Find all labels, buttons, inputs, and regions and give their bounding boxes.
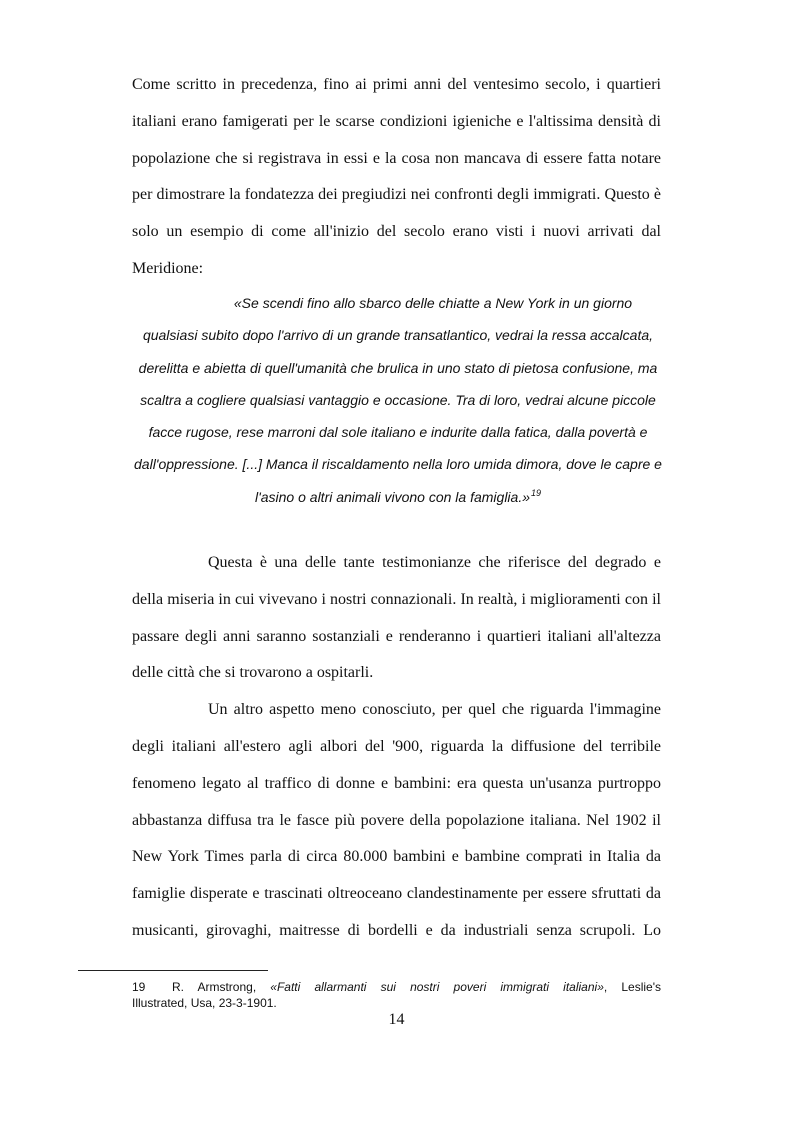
quote-line: dall'oppressione. [...] Manca il riscaldamento nella loro umida dimora, dove le capre e bbox=[134, 456, 662, 473]
paragraph-line: popolazione che si registrava in essi e la cosa non mancava di essere fatta notare bbox=[132, 149, 661, 167]
quote-line-text: l'asino o altri animali vivono con la famiglia.» bbox=[254, 488, 530, 505]
footnote-author: R. Armstrong, bbox=[172, 980, 257, 994]
paragraph-line: della miseria in cui vivevano i nostri connazionali. In realtà, i miglioramenti con il bbox=[132, 590, 661, 608]
paragraph-line: Meridione: bbox=[132, 259, 204, 277]
page-number: 14 bbox=[388, 1011, 405, 1028]
footnote-separator bbox=[78, 970, 268, 971]
body-section bbox=[132, 545, 661, 950]
footnote-citation bbox=[172, 979, 661, 995]
footnote-reference: 19 bbox=[531, 487, 542, 498]
paragraph-line: passare degli anni saranno sostanziali e renderanno i quartieri italiani all'altezza bbox=[132, 627, 661, 645]
paragraph-line: degli italiani all'estero agli albori del '900, riguarda la diffusione del terribile bbox=[132, 737, 661, 755]
quote-line bbox=[132, 481, 664, 513]
quote-line: derelitta e abietta di quell'umanità che brulica in uno stato di pietosa confusione, ma bbox=[138, 359, 658, 376]
paragraph bbox=[132, 67, 661, 288]
quote-line: scaltra a cogliere qualsiasi vantaggio e occasione. Tra di loro, vedrai alcune piccole bbox=[140, 391, 656, 408]
paragraph-line: fenomeno legato al traffico di donne e bambini: era questa un'usanza purtroppo bbox=[132, 774, 661, 792]
quote-line: facce rugose, rese marroni dal sole italiano e indurite dalla fatica, dalla povertà e bbox=[148, 424, 648, 441]
footnote-line bbox=[132, 979, 661, 995]
paragraph-line: Questa è una delle tante testimonianze che riferisce del degrado e bbox=[208, 554, 661, 571]
paragraph-line: Come scritto in precedenza, fino ai primi anni del ventesimo secolo, i quartieri bbox=[132, 76, 661, 93]
footnote bbox=[132, 979, 661, 1011]
footnote-number: 19 bbox=[132, 980, 146, 994]
footnote-publication: , Leslie's bbox=[603, 980, 661, 994]
paragraph-line: delle città che si trovarono a ospitarli. bbox=[132, 664, 374, 682]
paragraph-line: per dimostrare la fondatezza dei pregiudizi nei confronti degli immigrati. Questo è bbox=[132, 186, 661, 204]
paragraph-line: abbastanza diffusa tra le fasce più povere della popolazione italiana. Nel 1902 il bbox=[132, 811, 661, 829]
paragraph bbox=[132, 545, 661, 692]
quote-line: «Se scendi fino allo sbarco delle chiatte a New York in un giorno bbox=[233, 295, 633, 311]
paragraph-line: Un altro aspetto meno conosciuto, per quel che riguarda l'immagine bbox=[208, 701, 661, 719]
paragraph-line: musicanti, girovaghi, maitresse di bordelli e da industriali senza scrupoli. Lo bbox=[132, 921, 661, 939]
footnote-line: Illustrated, Usa, 23-3-1901. bbox=[132, 996, 277, 1010]
paragraph bbox=[132, 692, 661, 950]
paragraph-line: solo un esempio di come all'inizio del secolo erano visti i nuovi arrivati dal bbox=[132, 223, 661, 241]
block-quote bbox=[132, 287, 664, 513]
footnote-title: «Fatti allarmanti sui nostri poveri immigrati italiani» bbox=[270, 980, 604, 994]
paragraph-line: italiani erano famigerati per le scarse condizioni igieniche e l'altissima densità di bbox=[132, 112, 661, 130]
paragraph-line: New York Times parla di circa 80.000 bambini e bambine comprati in Italia da bbox=[132, 848, 661, 866]
paragraph-line: famiglie disperate e trascinati oltreoceano clandestinamente per essere sfruttati da bbox=[132, 885, 661, 903]
quote-line: qualsiasi subito dopo l'arrivo di un grande transatlantico, vedrai la ressa accalcata, bbox=[142, 327, 654, 344]
